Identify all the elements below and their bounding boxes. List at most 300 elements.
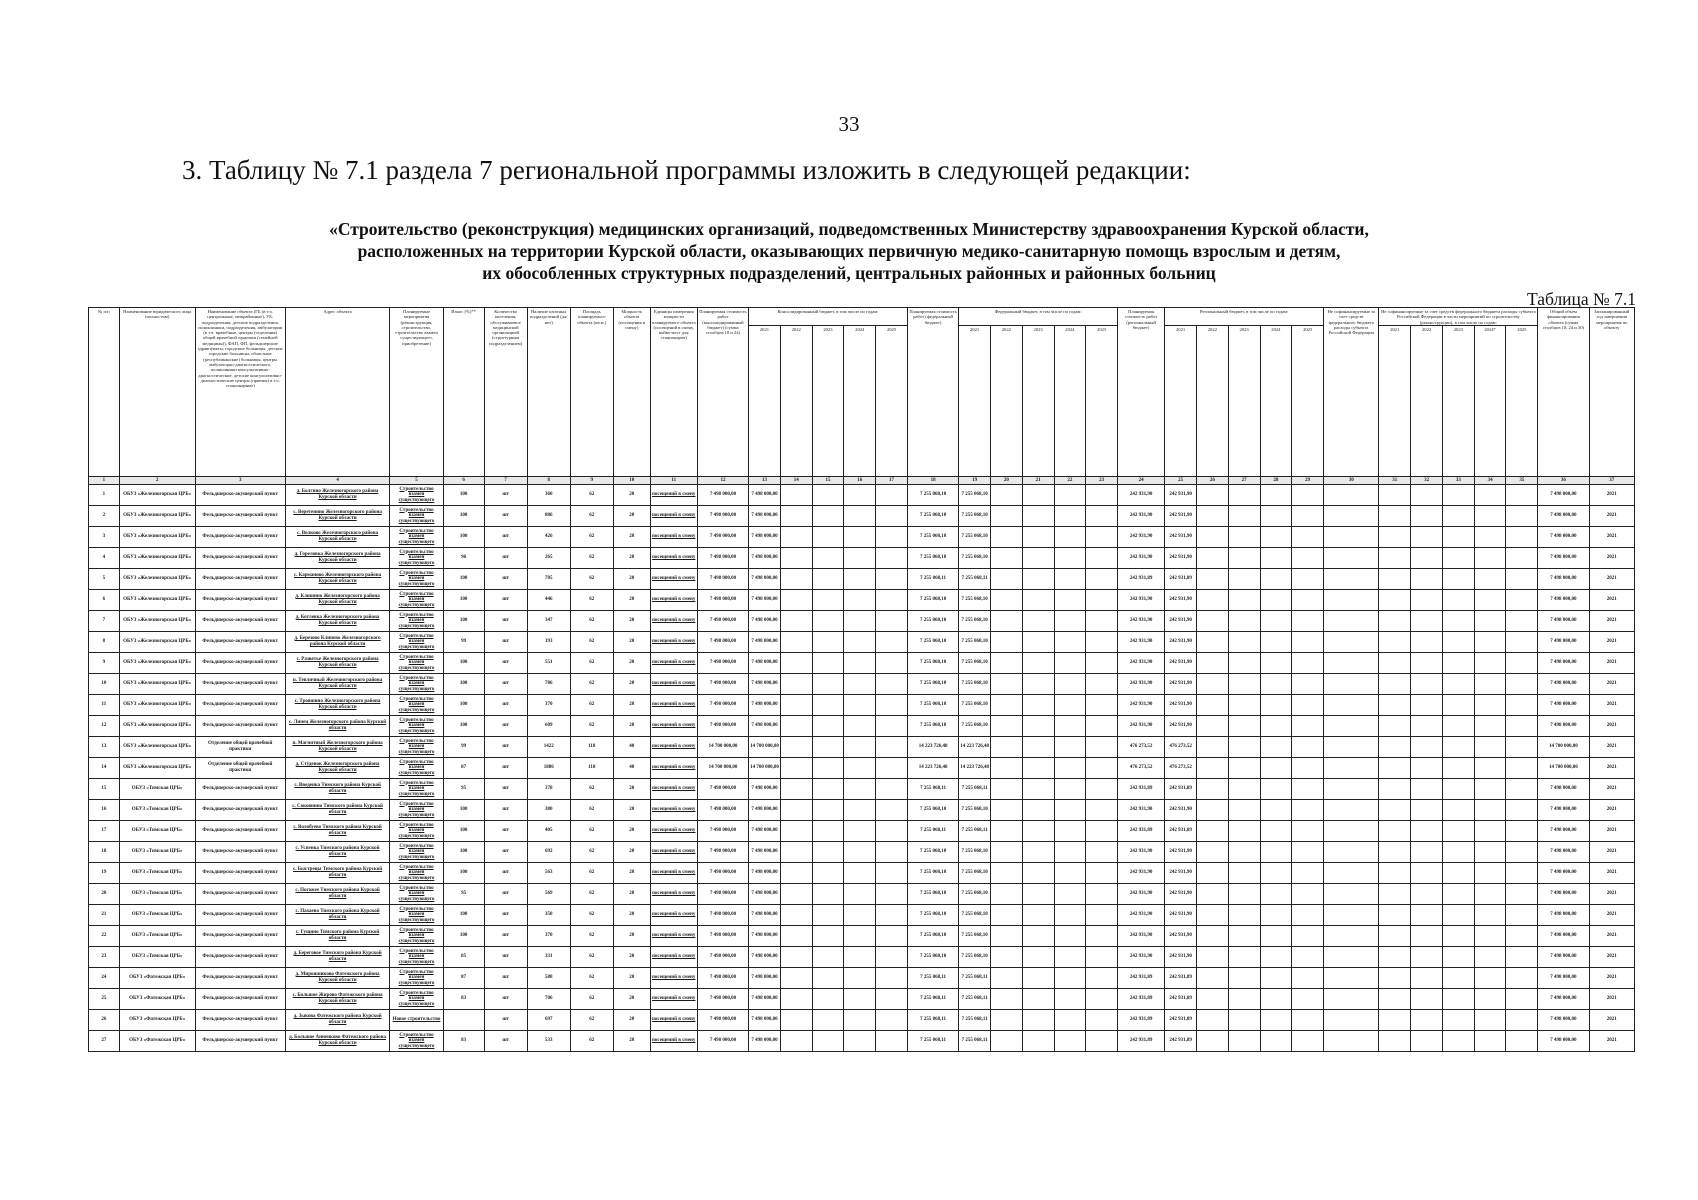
cell-cost: 7 498 000,00 [697, 568, 748, 589]
cell-population: 405 [527, 820, 570, 841]
cell-address: с. Веретенино Железногорского района Курской области [285, 505, 390, 526]
cell-federal-cost: 7 255 068,10 [907, 883, 958, 904]
cell-empty [1054, 505, 1086, 526]
cell-empty [844, 736, 876, 757]
cell-unit-measure: посещений в смену [650, 610, 697, 631]
cell-empty [1196, 841, 1228, 862]
cell-regional-cost: 242 931,90 [1118, 652, 1165, 673]
cell-empty [812, 526, 844, 547]
cell-total-financing: 7 498 000,00 [1538, 484, 1589, 505]
cell-federal-cost: 7 255 068,10 [907, 925, 958, 946]
cell-empty [1324, 526, 1379, 547]
column-number: 20 [990, 476, 1022, 484]
cell-empty [1260, 589, 1292, 610]
cell-year-done: 2021 [1589, 946, 1634, 967]
cell-row-number: 2 [89, 505, 120, 526]
cell-empty [1411, 841, 1443, 862]
cell-regional-cost: 242 931,90 [1118, 925, 1165, 946]
cell-empty [1442, 673, 1474, 694]
cell-organization: ОБУЗ «Железногорская ЦРБ» [119, 526, 195, 547]
cell-cost: 7 498 000,00 [697, 799, 748, 820]
cell-regional-2021: 242 931,90 [1165, 631, 1197, 652]
cell-total-financing: 7 498 000,00 [1538, 778, 1589, 799]
cell-regional-cost: 242 931,89 [1118, 988, 1165, 1009]
cell-empty [812, 841, 844, 862]
cell-empty [812, 883, 844, 904]
cell-federal-2021: 7 255 068,10 [959, 631, 991, 652]
cell-unit-measure: посещений в смену [650, 694, 697, 715]
cell-empty [876, 547, 908, 568]
cell-address: д. Березово Клинево Железногорского района Курской области [285, 631, 390, 652]
cell-address: д. Болгино Железногорского района Курской области [285, 484, 390, 505]
cell-empty [990, 505, 1022, 526]
cell-federal-cost: 7 255 068,10 [907, 946, 958, 967]
cell-empty [1022, 694, 1054, 715]
cell-empty [1022, 547, 1054, 568]
cell-cost: 7 498 000,00 [697, 652, 748, 673]
cell-empty [1086, 694, 1118, 715]
cell-total-financing: 7 498 000,00 [1538, 589, 1589, 610]
cell-wear: 95 [443, 883, 484, 904]
cell-empty [1506, 568, 1538, 589]
cell-units: шт [484, 694, 527, 715]
cell-wear [443, 1009, 484, 1030]
cell-empty [1022, 988, 1054, 1009]
cell-empty [1292, 652, 1324, 673]
cell-organization: ОБУЗ «Железногорская ЦРБ» [119, 547, 195, 568]
cell-empty [1196, 652, 1228, 673]
cell-empty [1324, 904, 1379, 925]
cell-event: Строительство взамен существующего [390, 925, 443, 946]
cell-area: 62 [570, 673, 613, 694]
cell-address: д. Береговое Тимского района Курской области [285, 946, 390, 967]
cell-event: Строительство взамен существующего [390, 652, 443, 673]
cell-wear: 100 [443, 694, 484, 715]
cell-empty [1228, 862, 1260, 883]
cell-empty [1292, 673, 1324, 694]
cell-empty [844, 778, 876, 799]
column-number: 9 [570, 476, 613, 484]
cell-empty [1411, 1030, 1443, 1051]
cell-row-number: 26 [89, 1009, 120, 1030]
cell-empty [1260, 715, 1292, 736]
cell-regional-2021: 242 931,90 [1165, 841, 1197, 862]
cell-regional-cost: 242 931,90 [1118, 526, 1165, 547]
cell-empty [1474, 673, 1506, 694]
cell-organization: ОБУЗ «Фатежская ЦРБ» [119, 1009, 195, 1030]
cell-consolidated-2021: 7 498 000,00 [749, 568, 781, 589]
cell-empty [1196, 715, 1228, 736]
cell-empty [1411, 757, 1443, 778]
header-unit-measure: Единицы измерения мощности планируемого объекта (посещений в смену, койко-мест для стационаров) [650, 308, 697, 477]
cell-empty [1260, 862, 1292, 883]
cell-empty [1196, 694, 1228, 715]
cell-area: 62 [570, 778, 613, 799]
cell-consolidated-2021: 7 498 000,00 [749, 841, 781, 862]
cell-empty [1292, 883, 1324, 904]
cell-regional-cost: 242 931,90 [1118, 610, 1165, 631]
cell-empty [1324, 1009, 1379, 1030]
cell-federal-cost: 7 255 068,10 [907, 526, 958, 547]
header-federal: Федеральный бюджет, в том числе по годам: [959, 308, 1118, 326]
cell-empty [812, 694, 844, 715]
cell-empty [1474, 988, 1506, 1009]
cell-capacity: 20 [613, 778, 650, 799]
cell-empty [1260, 673, 1292, 694]
table-row [89, 799, 1635, 820]
cell-capacity: 20 [613, 1009, 650, 1030]
cell-total-financing: 7 498 000,00 [1538, 841, 1589, 862]
table-title-line-2: расположенных на территории Курской области, оказывающих первичную медико-санитарную помощь взрослым и детям, [357, 241, 1341, 261]
cell-federal-cost: 7 255 068,11 [907, 778, 958, 799]
cell-wear: 87 [443, 757, 484, 778]
cell-consolidated-2021: 7 498 000,00 [749, 694, 781, 715]
cell-row-number: 3 [89, 526, 120, 547]
cell-empty [1086, 883, 1118, 904]
header-year-done: Запланированный год завершения мероприятия по объекту [1589, 308, 1634, 477]
cell-unit-measure: посещений в смену [650, 820, 697, 841]
table-row [89, 610, 1635, 631]
cell-empty [1054, 631, 1086, 652]
cell-empty [1506, 484, 1538, 505]
cell-federal-2021: 7 255 068,10 [959, 652, 991, 673]
cell-empty [1506, 610, 1538, 631]
cell-empty [1022, 610, 1054, 631]
page-number: 33 [838, 112, 860, 136]
cell-units: шт [484, 589, 527, 610]
cell-empty [1474, 652, 1506, 673]
cell-empty [1292, 820, 1324, 841]
cell-empty [1411, 526, 1443, 547]
cell-object: Фельдшерско-акушерский пункт [195, 484, 285, 505]
cell-population: 370 [527, 694, 570, 715]
cell-row-number: 1 [89, 484, 120, 505]
table-row [89, 1009, 1635, 1030]
cell-empty [812, 988, 844, 1009]
cell-empty [1474, 967, 1506, 988]
cell-federal-cost: 7 255 068,10 [907, 589, 958, 610]
cell-empty [780, 610, 812, 631]
cell-empty [1054, 610, 1086, 631]
cell-organization: ОБУЗ «Тимская ЦРБ» [119, 820, 195, 841]
cell-year-done: 2021 [1589, 589, 1634, 610]
cell-federal-cost: 7 255 068,10 [907, 862, 958, 883]
cell-empty [1054, 568, 1086, 589]
table-title [0, 218, 1698, 284]
cell-consolidated-2021: 7 498 000,00 [749, 967, 781, 988]
cell-empty [844, 505, 876, 526]
cell-empty [1324, 757, 1379, 778]
cell-empty [1506, 631, 1538, 652]
cell-unit-measure: посещений в смену [650, 631, 697, 652]
cell-total-financing: 7 498 000,00 [1538, 652, 1589, 673]
cell-units: шт [484, 883, 527, 904]
header-year: 2023 [1022, 325, 1054, 476]
cell-organization: ОБУЗ «Железногорская ЦРБ» [119, 610, 195, 631]
header-federal-cost: Планируемая стоимость работ (федеральный бюджет) [907, 308, 958, 477]
cell-organization: ОБУЗ «Тимская ЦРБ» [119, 925, 195, 946]
cell-year-done: 2021 [1589, 694, 1634, 715]
cell-organization: ОБУЗ «Тимская ЦРБ» [119, 883, 195, 904]
cell-empty [1379, 1030, 1411, 1051]
cell-empty [1054, 757, 1086, 778]
cell-object: Фельдшерско-акушерский пункт [195, 1030, 285, 1051]
cell-empty [1086, 652, 1118, 673]
cell-empty [1379, 799, 1411, 820]
cell-empty [1292, 568, 1324, 589]
cell-units: шт [484, 841, 527, 862]
cell-area: 62 [570, 799, 613, 820]
cell-empty [1379, 694, 1411, 715]
column-number: 7 [484, 476, 527, 484]
cell-regional-2021: 242 931,90 [1165, 505, 1197, 526]
cell-empty [1474, 610, 1506, 631]
cell-area: 62 [570, 589, 613, 610]
column-number: 28 [1260, 476, 1292, 484]
cell-empty [1292, 547, 1324, 568]
cell-empty [1292, 967, 1324, 988]
cell-population: 697 [527, 1009, 570, 1030]
cell-organization: ОБУЗ «Фатежская ЦРБ» [119, 967, 195, 988]
cell-empty [1442, 589, 1474, 610]
cell-row-number: 11 [89, 694, 120, 715]
cell-empty [1228, 925, 1260, 946]
cell-federal-2021: 7 255 068,10 [959, 484, 991, 505]
cell-units: шт [484, 673, 527, 694]
cell-wear: 100 [443, 715, 484, 736]
table-row [89, 589, 1635, 610]
cell-empty [844, 652, 876, 673]
cell-empty [1474, 946, 1506, 967]
cell-total-financing: 7 498 000,00 [1538, 568, 1589, 589]
cell-empty [844, 673, 876, 694]
cell-area: 62 [570, 715, 613, 736]
cell-empty [1411, 736, 1443, 757]
cell-empty [1442, 505, 1474, 526]
cell-units: шт [484, 736, 527, 757]
cell-empty [1474, 862, 1506, 883]
cell-empty [876, 673, 908, 694]
cell-empty [844, 484, 876, 505]
cell-regional-2021: 242 931,89 [1165, 967, 1197, 988]
cell-empty [1228, 1009, 1260, 1030]
cell-empty [1086, 988, 1118, 1009]
cell-empty [1086, 547, 1118, 568]
cell-address: д. Котлевка Железногорского района Курской области [285, 610, 390, 631]
cell-event: Строительство взамен существующего [390, 736, 443, 757]
cell-empty [1054, 715, 1086, 736]
cell-wear: 100 [443, 484, 484, 505]
cell-empty [1054, 946, 1086, 967]
cell-unit-measure: посещений в смену [650, 1030, 697, 1051]
cell-address: с. Пахаево Тимского района Курской области [285, 904, 390, 925]
cell-empty [1292, 862, 1324, 883]
cell-regional-cost: 242 931,90 [1118, 715, 1165, 736]
cell-consolidated-2021: 7 498 000,00 [749, 547, 781, 568]
column-number: 33 [1442, 476, 1474, 484]
cell-empty [1054, 1030, 1086, 1051]
cell-empty [876, 883, 908, 904]
cell-regional-cost: 242 931,89 [1118, 820, 1165, 841]
cell-regional-2021: 242 931,89 [1165, 988, 1197, 1009]
cell-empty [1022, 526, 1054, 547]
cell-area: 62 [570, 484, 613, 505]
cell-empty [812, 673, 844, 694]
cell-cost: 7 498 000,00 [697, 904, 748, 925]
cell-empty [780, 652, 812, 673]
cell-event: Строительство взамен существующего [390, 715, 443, 736]
cell-federal-cost: 7 255 068,10 [907, 673, 958, 694]
cell-empty [1086, 820, 1118, 841]
cell-empty [1506, 547, 1538, 568]
cell-empty [1324, 883, 1379, 904]
cell-organization: ОБУЗ «Железногорская ЦРБ» [119, 757, 195, 778]
cell-empty [876, 1030, 908, 1051]
cell-cost: 7 498 000,00 [697, 925, 748, 946]
table-row [89, 883, 1635, 904]
cell-empty [1086, 505, 1118, 526]
cell-cost: 7 498 000,00 [697, 547, 748, 568]
header-year: 2023 [1442, 325, 1474, 476]
cell-address: с. Введенка Тимского района Курской области [285, 778, 390, 799]
cell-unit-measure: посещений в смену [650, 988, 697, 1009]
cell-area: 62 [570, 841, 613, 862]
cell-unit-measure: посещений в смену [650, 1009, 697, 1030]
cell-empty [1379, 652, 1411, 673]
cell-empty [780, 631, 812, 652]
table-title-line-1: «Строительство (реконструкция) медицинских организаций, подведомственных Министерству здравоохранения Курской области, [329, 219, 1369, 239]
cell-empty [1379, 568, 1411, 589]
cell-units: шт [484, 757, 527, 778]
cell-cost: 7 498 000,00 [697, 673, 748, 694]
cell-empty [1292, 904, 1324, 925]
cell-units: шт [484, 967, 527, 988]
cell-empty [1292, 799, 1324, 820]
cell-empty [1442, 1030, 1474, 1051]
cell-object: Фельдшерско-акушерский пункт [195, 547, 285, 568]
cell-row-number: 19 [89, 862, 120, 883]
cell-empty [1228, 610, 1260, 631]
cell-empty [1379, 778, 1411, 799]
cell-empty [780, 988, 812, 1009]
cell-empty [780, 736, 812, 757]
cell-empty [876, 652, 908, 673]
cell-empty [1506, 967, 1538, 988]
cell-empty [1228, 652, 1260, 673]
cell-empty [1292, 778, 1324, 799]
table-label: Таблица № 7.1 [1526, 289, 1636, 309]
cell-empty [1086, 715, 1118, 736]
cell-empty [1260, 526, 1292, 547]
cell-empty [1054, 694, 1086, 715]
cell-empty [1086, 568, 1118, 589]
cell-empty [844, 883, 876, 904]
cell-area: 62 [570, 1009, 613, 1030]
cell-total-financing: 7 498 000,00 [1538, 883, 1589, 904]
cell-empty [1379, 904, 1411, 925]
cell-empty [844, 715, 876, 736]
cell-object: Фельдшерско-акушерский пункт [195, 505, 285, 526]
cell-organization: ОБУЗ «Железногорская ЦРБ» [119, 568, 195, 589]
cell-organization: ОБУЗ «Тимская ЦРБ» [119, 904, 195, 925]
cell-empty [1228, 589, 1260, 610]
cell-object: Фельдшерско-акушерский пункт [195, 904, 285, 925]
cell-object: Отделение общей врачебной практики [195, 757, 285, 778]
cell-units: шт [484, 946, 527, 967]
cell-regional-cost: 242 931,90 [1118, 841, 1165, 862]
cell-empty [1324, 988, 1379, 1009]
cell-empty [812, 652, 844, 673]
cell-empty [1411, 610, 1443, 631]
cell-empty [1054, 820, 1086, 841]
table-row [89, 505, 1635, 526]
cell-row-number: 27 [89, 1030, 120, 1051]
cell-unit-measure: посещений в смену [650, 883, 697, 904]
cell-consolidated-2021: 7 498 000,00 [749, 946, 781, 967]
cell-consolidated-2021: 7 498 000,00 [749, 1030, 781, 1051]
column-number: 2 [119, 476, 195, 484]
cell-year-done: 2021 [1589, 1009, 1634, 1030]
cell-year-done: 2021 [1589, 904, 1634, 925]
cell-empty [1379, 862, 1411, 883]
cell-empty [1379, 988, 1411, 1009]
cell-total-financing: 7 498 000,00 [1538, 799, 1589, 820]
cell-population: 347 [527, 610, 570, 631]
cell-total-financing: 7 498 000,00 [1538, 547, 1589, 568]
cell-empty [1324, 736, 1379, 757]
cell-wear: 85 [443, 946, 484, 967]
cell-consolidated-2021: 7 498 000,00 [749, 862, 781, 883]
cell-year-done: 2021 [1589, 673, 1634, 694]
cell-empty [780, 1030, 812, 1051]
cell-object: Фельдшерско-акушерский пункт [195, 1009, 285, 1030]
cell-row-number: 7 [89, 610, 120, 631]
cell-population: 705 [527, 568, 570, 589]
cell-address: с. Трояшино Железногорского района Курской области [285, 694, 390, 715]
cell-empty [1379, 484, 1411, 505]
cell-event: Строительство взамен существующего [390, 820, 443, 841]
cell-empty [780, 778, 812, 799]
cell-wear: 100 [443, 568, 484, 589]
cell-empty [1228, 778, 1260, 799]
cell-empty [812, 820, 844, 841]
cell-wear: 95 [443, 778, 484, 799]
cell-total-financing: 7 498 000,00 [1538, 904, 1589, 925]
cell-empty [1324, 505, 1379, 526]
cell-row-number: 13 [89, 736, 120, 757]
cell-empty [1228, 988, 1260, 1009]
cell-area: 62 [570, 883, 613, 904]
table-row [89, 547, 1635, 568]
cell-wear: 100 [443, 799, 484, 820]
cell-empty [1324, 652, 1379, 673]
cell-consolidated-2021: 7 498 000,00 [749, 652, 781, 673]
cell-empty [780, 715, 812, 736]
header-year: 2025 [1292, 325, 1324, 476]
header-year: 2022 [990, 325, 1022, 476]
header-regional-cost: Планируемая стоимость работ (региональный бюджет) [1118, 308, 1165, 477]
cell-event: Строительство взамен существующего [390, 904, 443, 925]
header-year: 2024 [844, 325, 876, 476]
cell-object: Фельдшерско-акушерский пункт [195, 799, 285, 820]
cell-empty [990, 862, 1022, 883]
cell-empty [1228, 715, 1260, 736]
cell-event: Строительство взамен существующего [390, 694, 443, 715]
cell-empty [1196, 589, 1228, 610]
table-row [89, 484, 1635, 505]
cell-address: с. Успенка Тимского района Курской области [285, 841, 390, 862]
cell-empty [990, 778, 1022, 799]
